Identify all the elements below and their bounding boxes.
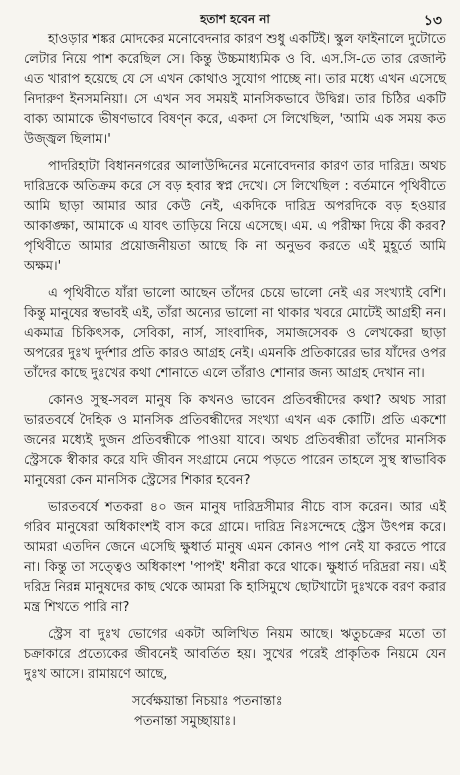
paragraph-4: কোনও সুস্থ-সবল মানুষ কি কখনও ভাবেন প্রতিবন্ধীদের কথা? অথচ সারা ভারতবর্ষে দৈহিক ও মানসিক প্রতিবন্ধীদের সংখ্যা এখন এক কোটি। প্রতি একশো জনের মধ্যেই দুজন প্রতিবন্ধীকে পাওয়া যাবে। অথচ প্রতিবন্ধীরা তাঁদের মানসিক স্ট্রেসকে স্বীকার করে যদি জীবন সংগ্রামে নেমে পড়তে পারেন তাহলে সুস্থ স্বাভাবিক মানুষেরা কেন মানসিক স্ট্রেসের শিকার হবেন? <box>24 393 446 488</box>
verse-line-1: সর্বেক্ষয়ান্তা নিচয়াঃ পতনান্তাঃ <box>132 694 283 709</box>
verse-quote <box>132 692 446 732</box>
paragraph-2: পাদরিহাটা বিধাননগরের আলাউদ্দিনের মনোবেদনার কারণ তার দারিদ্র। অথচ দারিদ্রকে অতিক্রম করে সে বড় হবার স্বপ্ন দেখে। সে লিখেছিল : বর্তমানে পৃথিবীতে আমি ছাড়া আমার আর কেউ নেই, একদিকে দারিদ্র অপরদিকে বড় হওয়ার আকাঙ্ক্ষা, আমাকে এ যাবৎ তাড়িয়ে নিয়ে এসেছে। এম. এ পরীক্ষা দিয়ে কী করব? পৃথিবীতে আমার প্রয়োজনীয়তা আছে কি না অনুভব করতে এই মুহূর্তে আমি অক্ষম।' <box>24 159 446 274</box>
page-header <box>24 0 446 30</box>
running-title: হতাশ হবেন না <box>200 12 270 26</box>
paragraph-6: স্ট্রেস বা দুঃখ ভোগের একটা অলিখিত নিয়ম আছে। ঋতুচক্রের মতো তা চক্রাকারে প্রত্যেকের জীবনেই আবর্তিত হয়। সুখের পরেই প্রাকৃতিক নিয়মে যেন দুঃখ আসে। রামায়ণে আছে, <box>24 627 446 682</box>
paragraph-1: হাওড়ার শঙ্কর মোদকের মনোবেদনার কারণ শুধু একটিই। স্কুল ফাইনালে দুটোতে লেটার নিয়ে পাশ করেছিল সে। কিন্তু উচ্চমাধ্যমিক ও বি. এস.সি-তে তার রেজাল্ট এত খারাপ হয়েছে যে সে এখন কোথাও সুযোগ পাচ্ছে না। তার মধ্যে এখন এসেছে নিদারুণ ইনসমনিয়া। সে এখন সব সময়ই মানসিকভাবে উদ্বিগ্ন। তার চিঠির একটি বাক্য আমাকে ভীষণভাবে বিষণ্ন করে, একদা সে লিখেছিল, 'আমি এক সময় কত উজ্জ্বল ছিলাম।' <box>24 32 446 147</box>
paragraph-5: ভারতবর্ষে শতকরা ৪০ জন মানুষ দারিদ্রসীমার নীচে বাস করেন। আর এই গরিব মানুষেরা অধিকাংশই বাস করে গ্রামে। দারিদ্র নিঃসন্দেহে স্ট্রেস উৎপন্ন করে। আমরা এতদিন জেনে এসেছি ক্ষুধার্ত মানুষ এমন কোনও পাপ নেই যা করতে পারে না। কিন্তু তা সত্ত্বেও অধিকাংশ 'পাপই' ধনীরা করে থাকে। ক্ষুধার্ত দরিদ্ররা নয়। এই দরিদ্র নিরন্ন মানুষদের কাছ থেকে আমরা কি হাসিমুখে ছোটখাটো দুঃখকে বরণ করার মন্ত্র শিখতে পারি না? <box>24 500 446 615</box>
verse-line-2: পতনান্তা সমুচ্ছায়াঃ। <box>134 714 236 729</box>
paragraph-3: এ পৃথিবীতে যাঁরা ভালো আছেন তাঁদের চেয়ে ভালো নেই এর সংখ্যাই বেশি। কিন্তু মানুষের স্বভাবই এই, তাঁরা অন্যের ভালো না থাকার খবরে মোটেই আগ্রহী নন। একমাত্র চিকিৎসক, সেবিকা, নার্স, সাংবাদিক, সমাজসেবক ও লেখকেরা ছাড়া অপরের দুঃখ দুর্দশার প্রতি কারও আগ্রহ নেই। এমনকি প্রতিকারের ভার যাঁদের ওপর তাঁদের কাছে দুঃখের কথা শোনাতে এলে তাঁরাও শোনার জন্য আগ্রহ দেখান না। <box>24 286 446 381</box>
page-number: ১৩ <box>423 13 442 29</box>
